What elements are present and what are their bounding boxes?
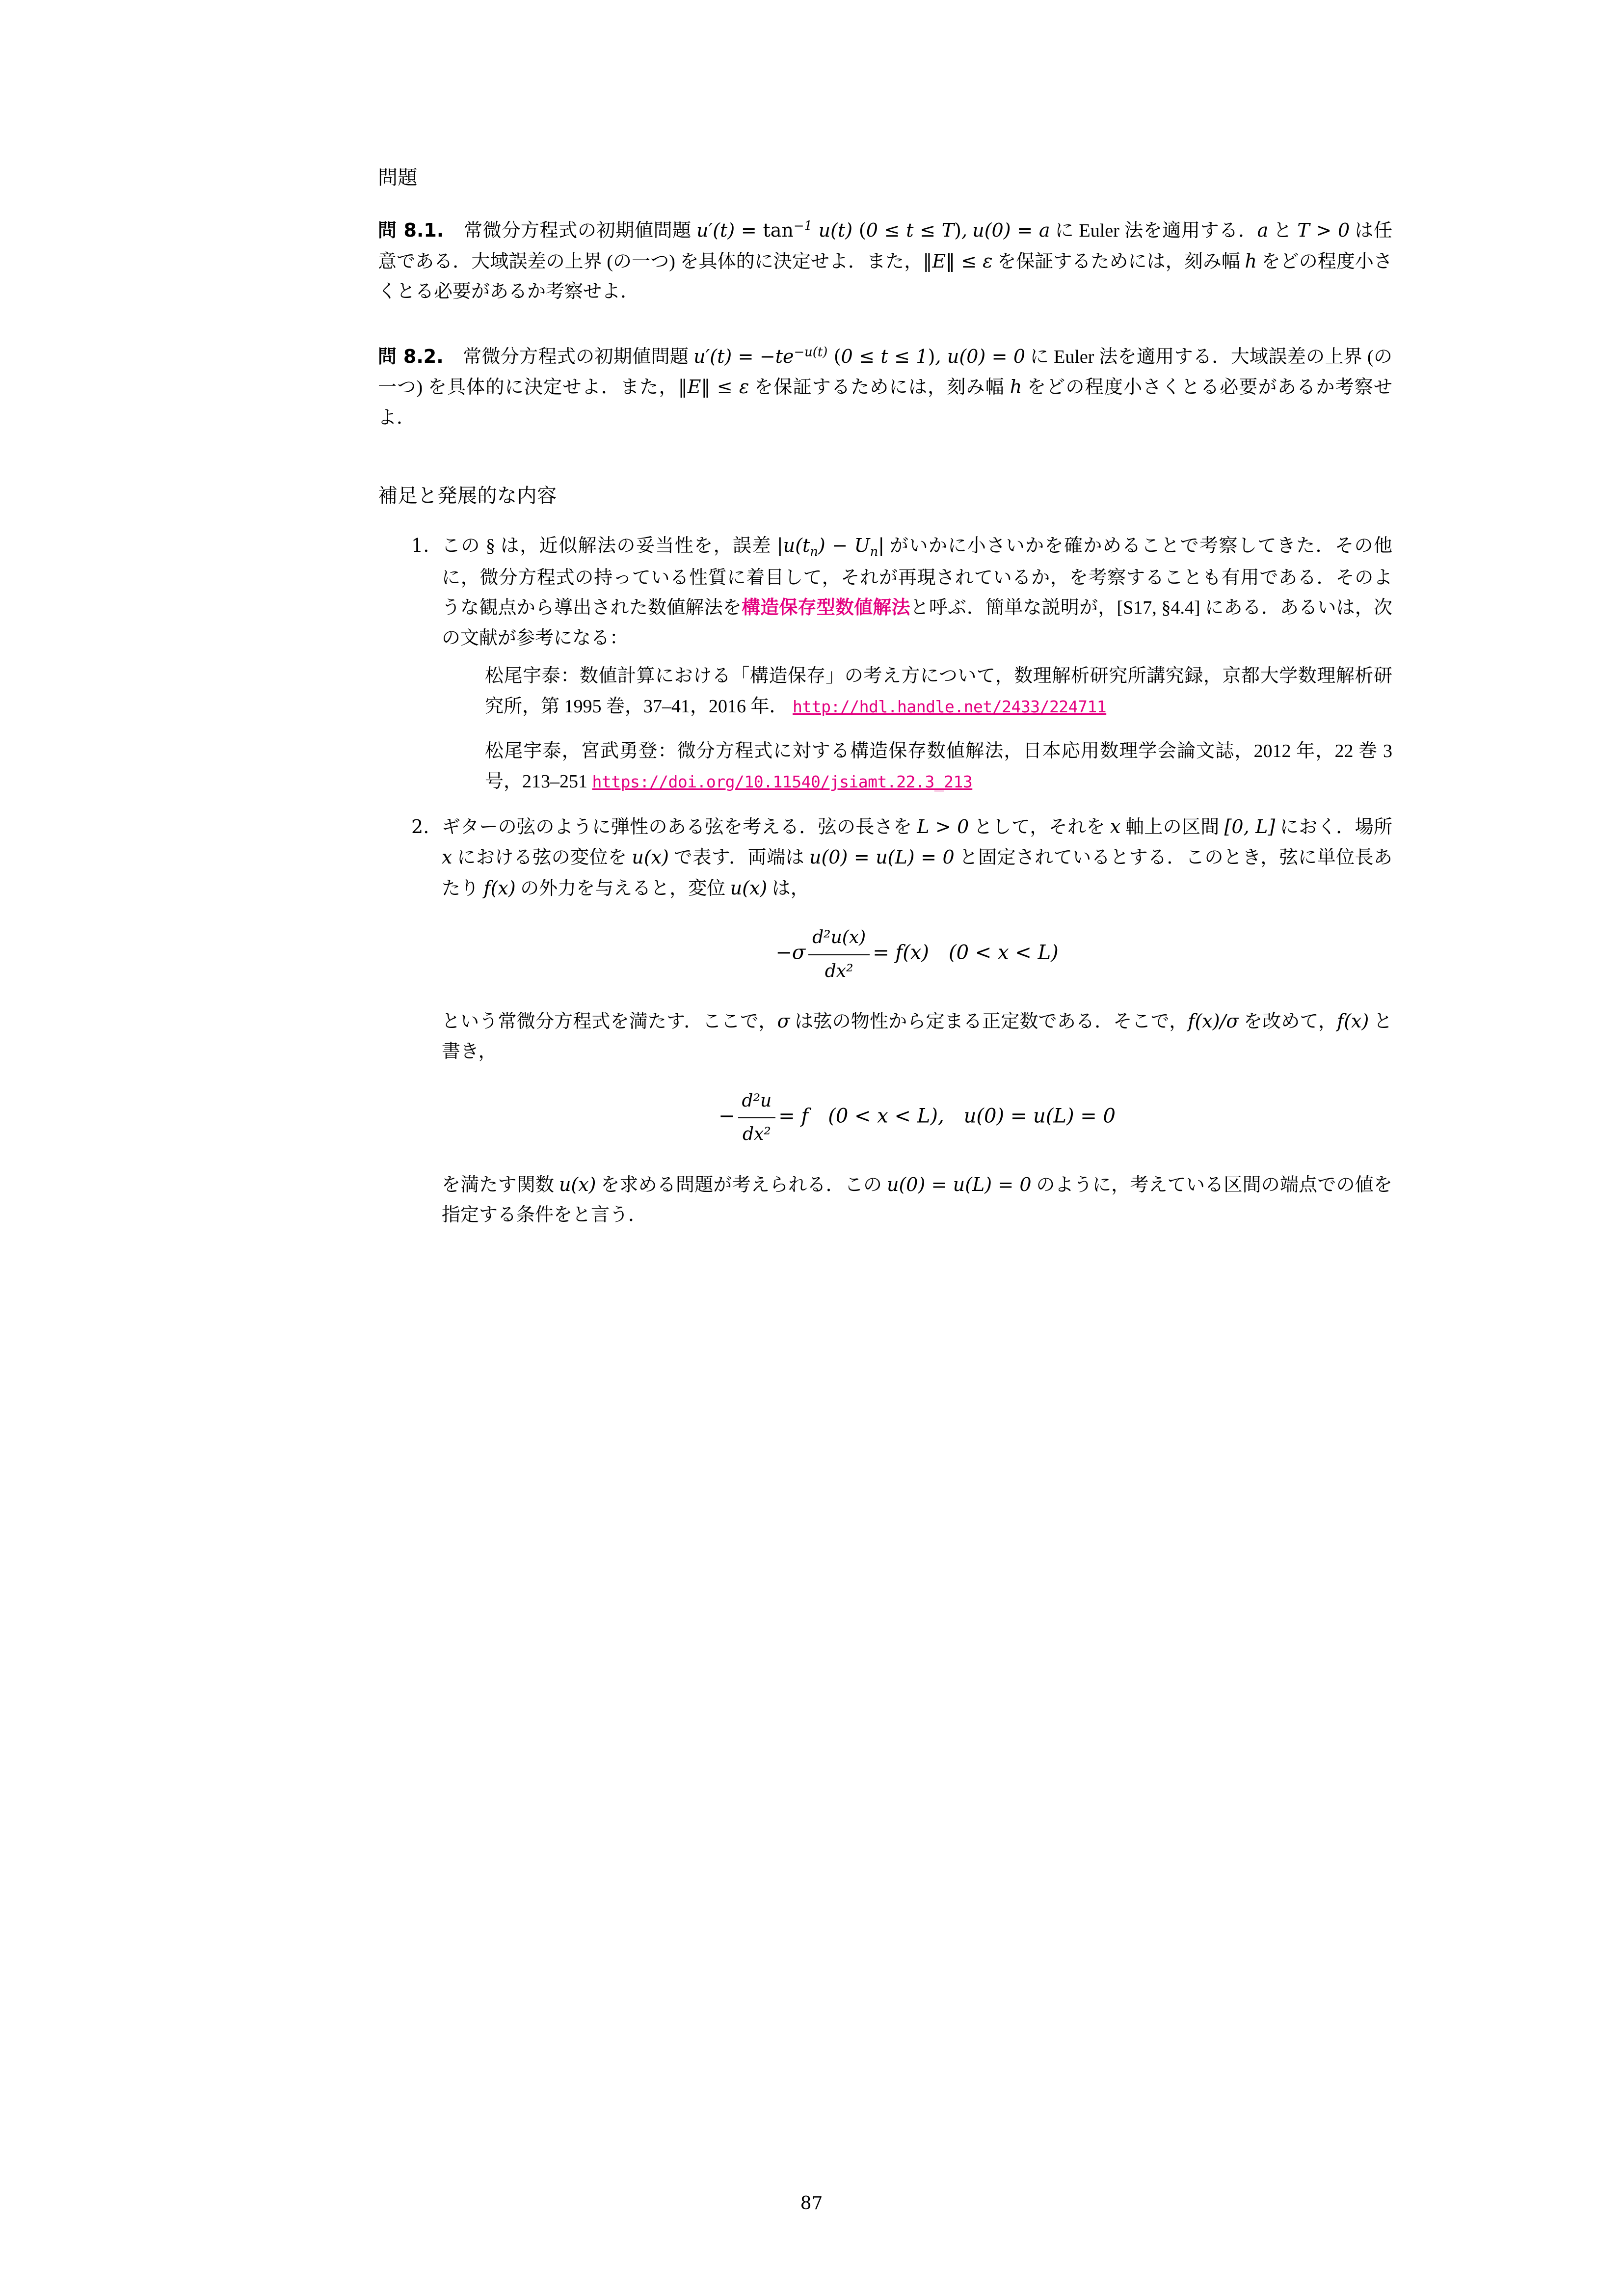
equation-1-sigma: −σ bbox=[775, 941, 806, 964]
equation-2 bbox=[442, 1087, 1392, 1149]
equation-2-condition-2: u(0) = u(L) = 0 bbox=[963, 1105, 1116, 1128]
problem-8-1-text-5: を保証するためには，刻み幅 bbox=[992, 251, 1245, 272]
item2-math-l: u(x) bbox=[559, 1173, 596, 1195]
reference-2-text: 松尾宇泰，宮武勇登：微分方程式に対する構造保存数値解法，日本応用数理学会論文誌，2012 年，22 巻 3 号，213–251 bbox=[485, 741, 1392, 792]
equation-2-denominator: dx² bbox=[742, 1124, 771, 1145]
item2-math-g: f(x) bbox=[483, 877, 516, 899]
item2-text-n: を満たす関数 bbox=[442, 1174, 559, 1195]
problem-8-1-eq-5: ‖E‖ ≤ ε bbox=[923, 250, 993, 272]
reference-2-link[interactable]: https://doi.org/10.11540/jsiamt.22.3_213 bbox=[592, 772, 973, 792]
problem-8-1-text-1: 常微分方程式の初期値問題 bbox=[463, 220, 697, 241]
item2-text-k: は弦の物性から定まる正定数である．そこで， bbox=[790, 1011, 1188, 1032]
item2-math-e: u(x) bbox=[632, 846, 669, 868]
equation-1-fraction bbox=[808, 923, 870, 986]
reference-1 bbox=[442, 661, 1392, 722]
equation-2-numerator: d²u bbox=[738, 1087, 776, 1118]
equation-2-minus: − bbox=[718, 1105, 735, 1128]
item2-text-e: における弦の変位を bbox=[452, 847, 632, 868]
item2-math-h: u(x) bbox=[730, 877, 768, 899]
problem-8-1-text-6: をどの程度小さくとる必要があるか考察せよ． bbox=[378, 251, 1392, 302]
supplement-item-1 bbox=[442, 531, 1392, 797]
reference-1-text: 松尾宇泰：数値計算における「構造保存」の考え方について，数理解析研究所講究録，京都大学数理解析研究所，第 1995 巻，37–41，2016 年． bbox=[485, 666, 1392, 717]
problem-8-1-label: 問 8.1. bbox=[378, 219, 444, 241]
item2-math-d: x bbox=[442, 846, 452, 868]
equation-1-condition: (0 < x < L) bbox=[949, 941, 1059, 964]
supplement-list bbox=[378, 531, 1392, 1230]
item2-text-j: という常微分方程式を満たす．ここで， bbox=[442, 1011, 777, 1032]
reference-2 bbox=[442, 736, 1392, 797]
item2-text-a: ギターの弦のように弾性のある弦を考える．弦の長さを bbox=[442, 816, 917, 837]
item2-math-i: σ bbox=[777, 1010, 790, 1032]
item2-text-c: 軸上の区間 bbox=[1120, 816, 1224, 837]
problem-8-2-text-3: を保証するためには，刻み幅 bbox=[749, 377, 1010, 398]
item2-math-m: u(0) = u(L) = 0 bbox=[886, 1173, 1032, 1195]
problem-8-2-eq-1: $u'(t) = -te^{-u(t)}$ (0 ≤ t ≤ 1), u(0) = 0 bbox=[693, 344, 1026, 367]
item2-math-k: f(x) bbox=[1337, 1010, 1369, 1032]
problem-8-2 bbox=[378, 342, 1392, 433]
problem-8-1-text-3: と bbox=[1268, 220, 1298, 241]
item2-math-f: u(0) = u(L) = 0 bbox=[809, 846, 955, 868]
equation-2-fraction bbox=[738, 1087, 776, 1149]
equation-2-rhs: = f bbox=[778, 1105, 809, 1128]
item2-math-a: L > 0 bbox=[917, 815, 969, 837]
problem-8-2-label: 問 8.2. bbox=[378, 345, 444, 367]
reference-1-link[interactable]: http://hdl.handle.net/2433/224711 bbox=[793, 697, 1107, 716]
problem-8-1-eq-6: h bbox=[1245, 250, 1257, 272]
problem-8-1-eq-1: $u'(t) = \tan^{-1} u(t) (0 \le t \le T)$, bbox=[696, 218, 968, 241]
problem-8-1-text-2: に Euler 法を適用する． bbox=[1050, 220, 1257, 241]
problem-8-1-eq-3: a bbox=[1257, 219, 1269, 241]
equation-1-numerator: d²u(x) bbox=[808, 923, 870, 955]
item2-text-d: におく．場所 bbox=[1275, 816, 1392, 837]
item2-text-h: の外力を与えると，変位 bbox=[515, 878, 730, 899]
item1-text-a: この § は，近似解法の妥当性を，誤差 bbox=[442, 536, 777, 557]
item1-math-a: $|u(t_n) - U_n|$ bbox=[776, 535, 885, 560]
item2-text-g: と固定されているとする．このとき，弦に単位長あたり bbox=[442, 847, 1392, 899]
item2-text-f: で表す．両端は bbox=[668, 847, 809, 868]
supplement-item-2 bbox=[442, 812, 1392, 1231]
item2-text-l: を改めて， bbox=[1239, 1011, 1337, 1032]
equation-2-condition-1: (0 < x < L), bbox=[828, 1105, 944, 1128]
item2-text-p: のように，考えている区間の端点での値を指定する条件をと言う． bbox=[442, 1174, 1392, 1226]
item2-math-j: f(x)/σ bbox=[1188, 1010, 1239, 1032]
problem-8-1-eq-4: T > 0 bbox=[1297, 219, 1350, 241]
problem-8-2-eq-3: h bbox=[1010, 376, 1022, 398]
item2-text-i: は， bbox=[767, 878, 809, 899]
problem-8-1-eq-2: u(0) = a bbox=[972, 219, 1050, 241]
equation-1-rhs: = f(x) bbox=[873, 941, 930, 964]
item2-math-b: x bbox=[1110, 815, 1121, 837]
item1-highlight-term: 構造保存型数値解法 bbox=[741, 597, 910, 619]
problem-8-1-text-4: は任意である．大域誤差の上界 (の一つ) を具体的に決定せよ．また， bbox=[378, 220, 1392, 272]
problem-8-2-text-4: をどの程度小さくとる必要があるか考察せよ． bbox=[378, 377, 1392, 428]
equation-1-denominator: dx² bbox=[825, 961, 853, 981]
problem-8-2-text-1: 常微分方程式の初期値問題 bbox=[463, 346, 694, 367]
problems-heading: 問題 bbox=[378, 166, 418, 189]
item2-text-m: と書き， bbox=[442, 1011, 1392, 1062]
item1-text-c: と呼ぶ．簡単な説明が，[S17, §4.4] にある．あるいは，次の文献が参考になる： bbox=[442, 597, 1392, 648]
equation-1 bbox=[442, 923, 1392, 986]
item2-math-c: [0, L] bbox=[1224, 815, 1276, 837]
item2-text-b: として，それを bbox=[969, 816, 1110, 837]
item2-text-o: を求める問題が考えられる．この bbox=[596, 1174, 887, 1195]
problem-8-2-text-2: に Euler 法を適用する．大域誤差の上界 (の一つ) を具体的に決定せよ．また， bbox=[378, 346, 1393, 398]
supplement-heading: 補足と発展的な内容 bbox=[378, 485, 557, 508]
problem-8-1 bbox=[378, 216, 1392, 307]
page-number: 87 bbox=[800, 2193, 823, 2214]
problem-8-2-eq-2: ‖E‖ ≤ ε bbox=[678, 376, 749, 398]
item1-text-b: がいかに小さいかを確かめることで考察してきた．その他に，微分方程式の持っている性質に着目して，それが再現されているか，を考察することも有用である．そのような観点から導出された数値解法を bbox=[442, 536, 1392, 619]
